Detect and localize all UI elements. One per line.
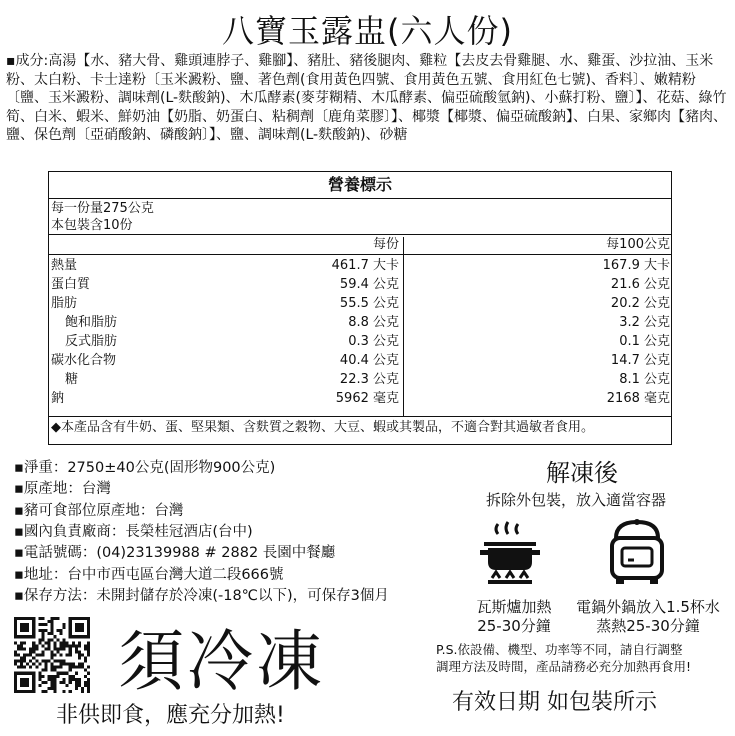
nutrient-name: 鈉	[51, 391, 65, 406]
nutrient-per-100g: 21.6 公克	[610, 277, 670, 292]
nutrient-name: 蛋白質	[51, 277, 91, 292]
product-title: 八寶玉露盅(六人份)	[222, 12, 513, 50]
serving-size: 每一份量275公克	[51, 201, 154, 216]
nutrition-rows	[49, 255, 671, 417]
nutrient-name: 飽和脂肪	[65, 315, 118, 330]
expiry-text: 有效日期 如包裝所示	[452, 690, 657, 715]
nutrition-row	[49, 313, 671, 332]
nutrient-per-100g: 0.1 公克	[619, 334, 670, 349]
nutrient-per-100g: 20.2 公克	[610, 296, 670, 311]
col-per-serving: 每份	[372, 237, 399, 252]
rice-cooker-icon	[604, 516, 670, 588]
allergen-warning: ◆本產品含有牛奶、蛋、堅果類、含麩質之穀物、大豆、蝦或其製品，不適合對其過敏者食用。	[51, 420, 594, 435]
nutrient-per-serving: 59.4 公克	[339, 277, 399, 292]
info-line: ▪原產地：台灣	[14, 481, 111, 498]
info-line: ▪地址：台中市西屯區台灣大道二段666號	[14, 566, 284, 583]
keep-frozen-text: 須冷凍	[118, 623, 325, 700]
ingredients-text: ▪成分:高湯【水、豬大骨、雞頭連脖子、雞腳】、豬肚、豬後腿肉、雞粒【去皮去骨雞腿、水、雞蛋、沙拉油、玉米粉、太白粉、卡士達粉〔玉米澱粉、鹽、著色劑(食用黃色四號、食用黃色五號、食用紅色七號)、香料〕、嫩精粉〔鹽、玉米澱粉、調味劑(L-麩酸鈉)、木瓜酵素(麥芽糊精、木瓜酵素、偏亞硫酸氫鈉)、小蘇打粉、鹽〕】、花菇、綠竹筍、白米、蝦米、鮮奶油【奶脂、奶蛋白、粘稠劑〔鹿角菜膠〕】、椰漿【椰漿、偏亞硫酸鈉】、白果、家鄉肉【豬肉、鹽、保色劑〔亞硝酸鈉、磷酸鈉〕】、鹽、調味劑(L-麩酸鈉)、砂糖	[6, 53, 727, 143]
info-line: ▪豬可食部位原產地：台灣	[14, 502, 184, 519]
nutrient-name: 碳水化合物	[51, 353, 117, 368]
thaw-title: 解凍後	[546, 459, 618, 487]
nutrient-per-serving: 461.7 大卡	[331, 258, 399, 273]
nutrient-per-serving: 40.4 公克	[339, 353, 399, 368]
nutrient-per-100g: 14.7 公克	[610, 353, 670, 368]
qr-code	[14, 617, 90, 693]
nutrient-name: 糖	[65, 372, 79, 387]
nutrition-row	[49, 256, 671, 275]
nutrient-per-100g: 3.2 公克	[619, 315, 670, 330]
col-per-100g: 每100公克	[606, 237, 670, 252]
ps-note-line1: P.S.依設備、機型、功率等不同，請自行調整	[436, 642, 683, 657]
nutrition-row	[49, 332, 671, 351]
nutrition-column-header	[49, 235, 671, 255]
nutrition-row	[49, 389, 671, 408]
info-line: ▪淨重：2750±40公克(固形物900公克)	[14, 460, 276, 476]
column-divider	[403, 237, 404, 417]
info-line: ▪電話號碼：(04)23139988 # 2882 長園中餐廳	[14, 545, 336, 562]
servings-per-pack: 本包裝含10份	[51, 218, 133, 233]
nutrient-name: 脂肪	[51, 296, 78, 311]
nutrient-name: 熱量	[51, 258, 78, 273]
gas-stove-label: 瓦斯爐加熱	[476, 598, 552, 616]
info-line: ▪保存方法：未開封儲存於冷凍(-18℃以下)，可保存3個月	[14, 587, 389, 604]
thaw-subtitle: 拆除外包裝，放入適當容器	[486, 491, 667, 509]
nutrient-per-serving: 0.3 公克	[348, 334, 399, 349]
nutrient-per-100g: 2168 毫克	[606, 391, 670, 406]
info-line: ▪國內負責廠商：長榮桂冠酒店(台中)	[14, 523, 253, 540]
nutrient-per-serving: 8.8 公克	[348, 315, 399, 330]
ps-note-line2: 調理方法及時間，產品請務必充分加熱再食用!	[436, 659, 692, 674]
nutrient-per-serving: 22.3 公克	[339, 372, 399, 387]
nutrient-per-serving: 55.5 公克	[339, 296, 399, 311]
nutrition-row	[49, 370, 671, 389]
rice-cooker-time: 蒸熱25-30分鐘	[596, 617, 700, 635]
not-ready-to-eat-text: 非供即食，應充分加熱!	[56, 703, 285, 728]
nutrition-row	[49, 275, 671, 294]
nutrient-per-100g: 167.9 大卡	[602, 258, 670, 273]
gas-stove-time: 25-30分鐘	[477, 617, 551, 635]
nutrition-table	[48, 171, 672, 445]
rice-cooker-label: 電鍋外鍋放入1.5杯水	[576, 598, 720, 616]
nutrition-row	[49, 294, 671, 313]
gas-stove-pot-icon	[478, 518, 542, 588]
nutrition-heading: 營養標示	[49, 172, 671, 199]
nutrient-per-100g: 8.1 公克	[619, 372, 670, 387]
serving-info	[49, 199, 671, 235]
nutrient-per-serving: 5962 毫克	[335, 391, 399, 406]
nutrient-name: 反式脂肪	[65, 334, 118, 349]
nutrition-row	[49, 351, 671, 370]
